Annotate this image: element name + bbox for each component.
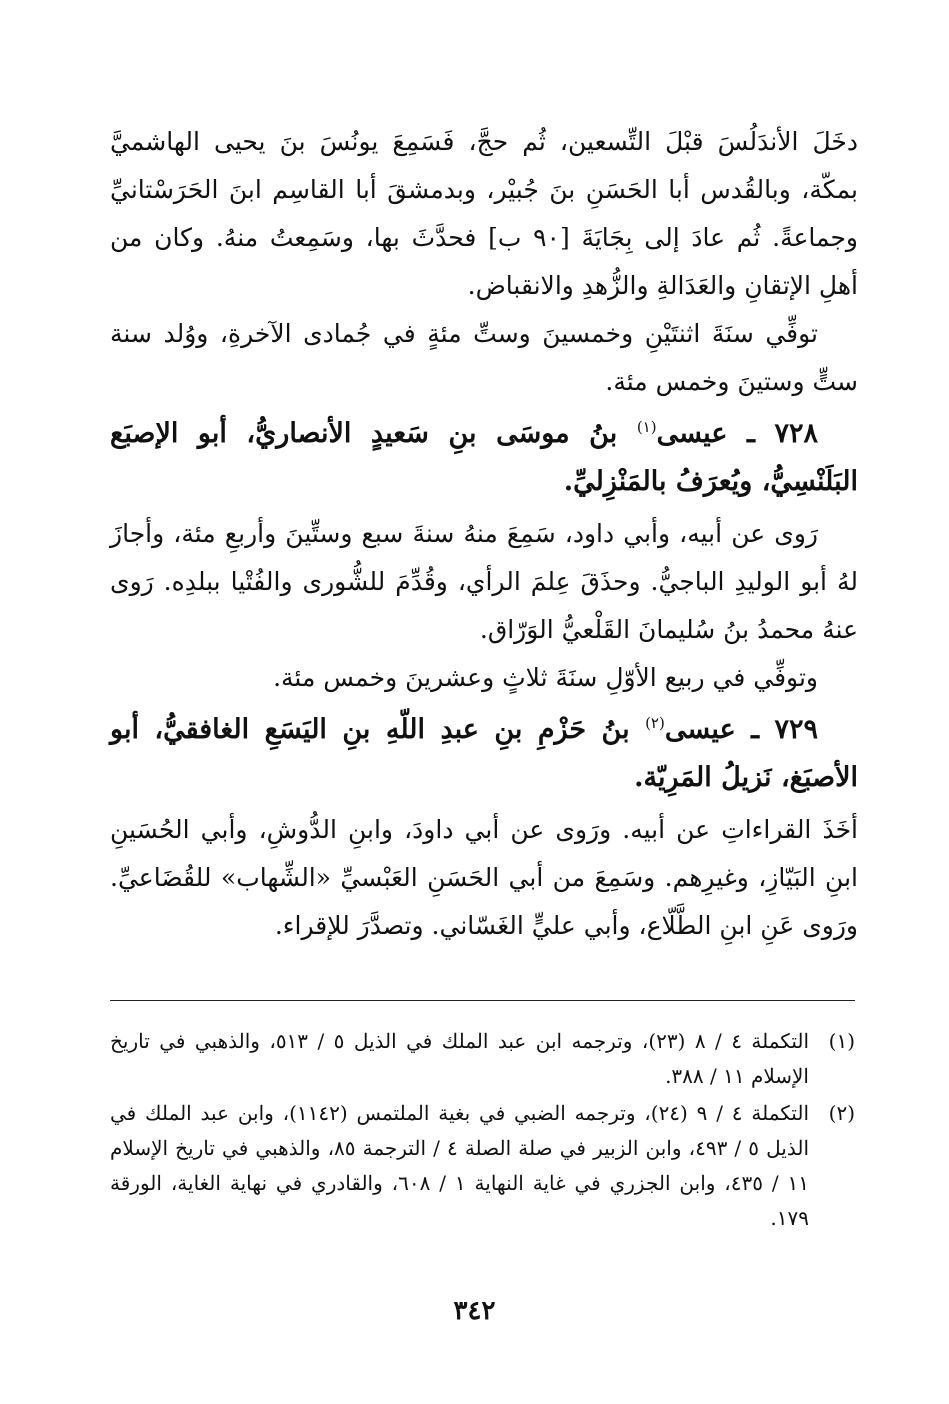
footnote-number: (٢): [828, 1101, 855, 1125]
entry-heading-728: [110, 410, 858, 506]
page-number: ٣٤٢: [453, 1296, 496, 1326]
footnote-divider: [110, 1000, 855, 1001]
paragraph-5: أخَذَ القراءاتِ عن أبيه. ورَوى عن أبي داودَ، وابنِ الدُّوشِ، وأبي الحُسَينِ ابنِ البَيّازِ، وغيرِهم. وسَمِعَ من أبي الحَسَنِ العَبْسيِّ «الشِّهاب» للقُضَاعيِّ. ورَوى عَنِ ابنِ الطَّلّاع، وأبي عليٍّ الغَسّاني. وتصدَّرَ للإقراء.: [110, 815, 858, 940]
main-text: [110, 118, 858, 950]
entry-728-head: ٧٢٨ ـ عيسى: [656, 418, 818, 449]
footnote-text: التكملة ٤ / ٨ (٢٣)، وترجمه ابن عبد الملك في الذيل ٥ / ٥١٣، والذهبي في تاريخ الإسلام ١١ / ٣٨٨.: [110, 1029, 809, 1088]
paragraph-4: وتوفِّي في ربيع الأوّلِ سنَةَ ثلاثٍ وعشرينَ وخمس مئة.: [273, 663, 818, 692]
footnote-ref-2: (٢): [645, 714, 665, 732]
paragraph-3: رَوى عن أبيه، وأبي داود، سَمِعَ منهُ سنةَ سبع وستِّينَ وأربعِ مئة، وأجازَ لهُ أبو الوليدِ الباجيُّ. وحذَقَ عِلمَ الرأي، وقُدِّمَ للشُّورى والفُتْيا ببلدِه. رَوى عنهُ محمدُ بنُ سُليمانَ القَلْعيُّ الوَرّاق.: [110, 519, 858, 644]
footnote-text: التكملة ٤ / ٩ (٢٤)، وترجمه الضبي في بغية الملتمس (١١٤٢)، وابن عبد الملك في الذيل ٥ / ٤٩٣، وابن الزبير في صلة الصلة ٤ / الترجمة ٨٥، والذهبي في تاريخ الإسلام ١١ / ٤٣٥، وابن الجزري في غاية النهاية ١ / ٦٠٨، والقادري في نهاية الغاية، الورقة ١٧٩.: [110, 1101, 810, 1230]
entry-729-tail: بنُ حَزْمِ بنِ عبدِ اللّهِ بنِ اليَسَعِ الغافقيُّ، أبو الأصبَغ، نَزيلُ المَرِيّة.: [110, 714, 858, 793]
footnotes: [110, 1024, 855, 1238]
footnote-number: (١): [828, 1029, 855, 1053]
paragraph-1: دخَلَ الأندَلُسَ قبْلَ التِّسعين، ثُم حجَّ، فَسَمِعَ يونُسَ بنَ يحيى الهاشميَّ بمكّة، وبالقُدس أبا الحَسَنِ بنَ جُبيْر، وبدمشقَ أبا القاسِم ابنَ الحَرَسْتانيِّ وجماعةً. ثُم عادَ إلى بِجَايَةَ [٩٠ ب] فحدَّثَ بها، وسَمِعتُ منهُ. وكان من أهلِ الإتقانِ والعَدَالةِ والزُّهدِ والانقباض.: [110, 127, 858, 300]
footnote-ref-1: (١): [636, 418, 657, 436]
entry-728-tail: بنُ موسَى بنِ سَعيدٍ الأنصاريُّ، أبو الإصبَع البَلَنْسِيُّ، ويُعرَفُ بالمَنْزِليِّ.: [110, 418, 858, 497]
entry-729-head: ٧٢٩ ـ عيسى: [664, 714, 818, 745]
footnote-2: [110, 1096, 855, 1236]
paragraph-2: توفِّي سنَةَ اثنتَيْنِ وخمسينَ وستِّ مئةٍ في جُمادى الآخرةِ، ووُلد سنة ستٍّ وستينَ وخمس مئة.: [110, 319, 858, 396]
footnote-1: [110, 1024, 855, 1094]
entry-heading-729: [110, 706, 858, 802]
